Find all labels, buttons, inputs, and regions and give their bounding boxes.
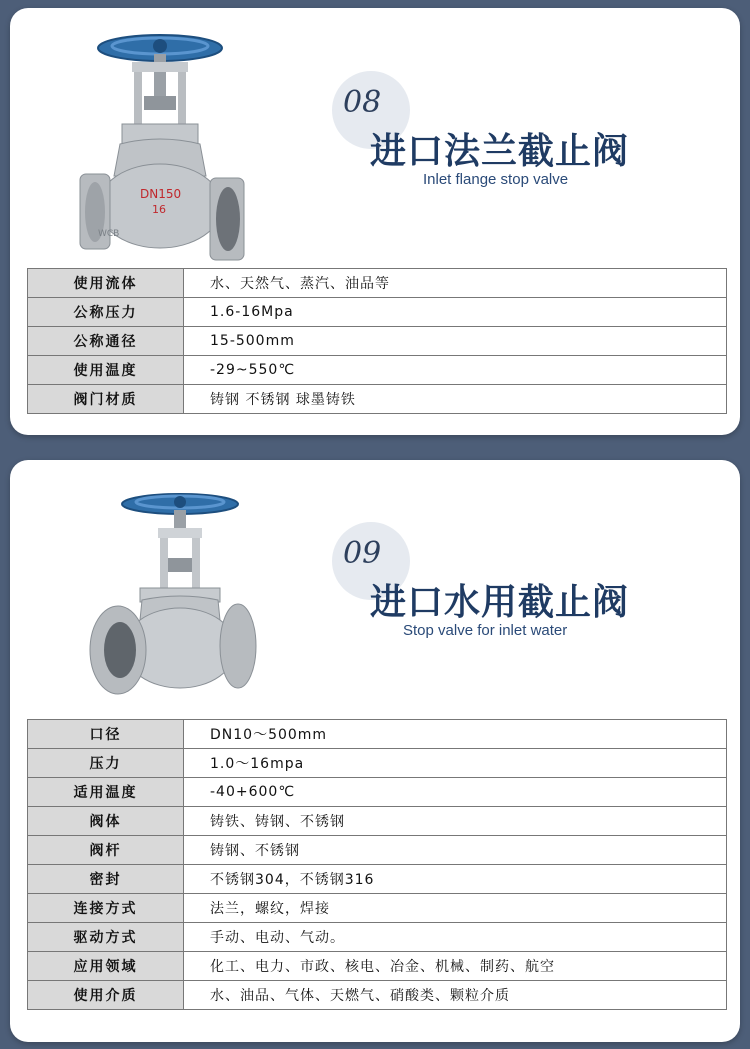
valve-marking-pressure: 16	[152, 203, 166, 216]
table-row	[28, 807, 727, 836]
table-row	[28, 749, 727, 778]
spec-value: 铸铁、铸钢、不锈钢	[184, 807, 727, 836]
spec-value: 1.0～16mpa	[184, 749, 727, 778]
spec-value: -29~550℃	[184, 356, 727, 385]
section-number: 08	[343, 85, 382, 120]
product-card-08	[10, 8, 740, 435]
table-row	[28, 720, 727, 749]
table-row	[28, 952, 727, 981]
table-row	[28, 981, 727, 1010]
flange-stop-valve-image	[60, 26, 270, 266]
spec-key: 阀杆	[28, 836, 184, 865]
product-title-cn: 进口法兰截止阀	[370, 131, 630, 172]
spec-key: 公称压力	[28, 298, 184, 327]
section-number: 09	[343, 536, 382, 571]
spec-value: 水、天然气、蒸汽、油品等	[184, 269, 727, 298]
product-title-en: Stop valve for inlet water	[403, 622, 568, 639]
spec-value: 铸钢、不锈钢	[184, 836, 727, 865]
spec-value: 15-500mm	[184, 327, 727, 356]
product-title-cn: 进口水用截止阀	[370, 582, 630, 623]
spec-value: 化工、电力、市政、核电、冶金、机械、制药、航空	[184, 952, 727, 981]
product-card-09	[10, 460, 740, 1042]
table-row	[28, 269, 727, 298]
spec-key: 驱动方式	[28, 923, 184, 952]
spec-table	[27, 268, 727, 414]
table-row	[28, 836, 727, 865]
spec-value: DN10～500mm	[184, 720, 727, 749]
spec-value: 不锈钢304，不锈钢316	[184, 865, 727, 894]
table-row	[28, 327, 727, 356]
spec-key: 口径	[28, 720, 184, 749]
spec-key: 使用介质	[28, 981, 184, 1010]
valve-marking-material: WCB	[98, 229, 120, 239]
spec-table	[27, 719, 727, 1010]
spec-key: 公称通径	[28, 327, 184, 356]
spec-key: 压力	[28, 749, 184, 778]
table-row	[28, 865, 727, 894]
spec-key: 适用温度	[28, 778, 184, 807]
spec-value: 法兰，螺纹，焊接	[184, 894, 727, 923]
table-row	[28, 356, 727, 385]
spec-key: 阀体	[28, 807, 184, 836]
spec-key: 密封	[28, 865, 184, 894]
spec-key: 阀门材质	[28, 385, 184, 414]
table-row	[28, 923, 727, 952]
table-row	[28, 894, 727, 923]
spec-value: 手动、电动、气动。	[184, 923, 727, 952]
table-row	[28, 778, 727, 807]
valve-marking-size: DN150	[140, 187, 182, 201]
spec-value: 水、油品、气体、天燃气、硝酸类、颗粒介质	[184, 981, 727, 1010]
table-row	[28, 385, 727, 414]
spec-key: 使用流体	[28, 269, 184, 298]
spec-key: 连接方式	[28, 894, 184, 923]
spec-key: 应用领域	[28, 952, 184, 981]
table-row	[28, 298, 727, 327]
water-stop-valve-image	[70, 470, 290, 715]
spec-value: -40+600℃	[184, 778, 727, 807]
spec-key: 使用温度	[28, 356, 184, 385]
spec-value: 铸钢 不锈钢 球墨铸铁	[184, 385, 727, 414]
spec-value: 1.6-16Mpa	[184, 298, 727, 327]
product-title-en: Inlet flange stop valve	[423, 171, 569, 188]
